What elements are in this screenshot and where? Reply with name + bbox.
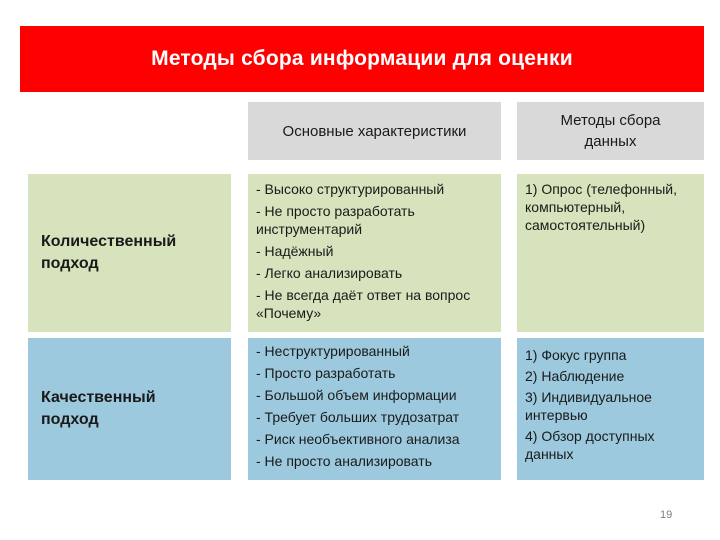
header-methods-label-line1: Методы сбора <box>560 112 661 129</box>
list-item: - Риск необъективного анализа <box>256 431 460 447</box>
methods-qualitative <box>517 338 704 480</box>
list-item: - Легко анализировать <box>256 265 403 281</box>
list-item: 1) Опрос (телефонный, компьютерный, самостоятельный) <box>525 181 678 233</box>
slide-title: Методы сбора информации для оценки <box>151 47 573 70</box>
row-label-line2: подход <box>41 411 99 428</box>
row-label-quantitative <box>28 174 231 332</box>
list-item: - Требует больших трудозатрат <box>256 409 460 425</box>
list-item: - Просто разработать <box>256 365 396 381</box>
row-label-line1: Количественный <box>41 233 177 250</box>
list-item: 1) Фокус группа <box>525 347 627 363</box>
list-item: - Неструктурированный <box>256 343 410 359</box>
list-item: - Большой объем информации <box>256 387 457 403</box>
list-item: - Высоко структурированный <box>256 181 445 197</box>
row-label-qualitative <box>28 338 231 480</box>
title-bar <box>20 26 704 92</box>
row-label-line1: Качественный <box>41 389 156 406</box>
list-item: 3) Индивидуальное интервью <box>525 389 652 423</box>
characteristics-quantitative <box>248 174 501 332</box>
header-characteristics-label: Основные характеристики <box>282 122 467 140</box>
header-methods <box>517 102 704 160</box>
header-methods-label-line2: данных <box>584 133 637 150</box>
row-label-line2: подход <box>41 255 99 272</box>
page-number: 19 <box>660 509 673 521</box>
list-item: 4) Обзор доступных данных <box>525 428 655 462</box>
list-item: - Надёжный <box>256 243 334 259</box>
list-item: - Не просто разработать инструментарий <box>256 203 415 237</box>
methods-quantitative <box>517 174 704 332</box>
header-characteristics <box>248 102 501 160</box>
characteristics-qualitative <box>248 338 501 480</box>
list-item: - Не всегда даёт ответ на вопрос «Почему» <box>256 287 471 321</box>
list-item: 2) Наблюдение <box>525 368 625 384</box>
list-item: - Не просто анализировать <box>256 453 432 469</box>
